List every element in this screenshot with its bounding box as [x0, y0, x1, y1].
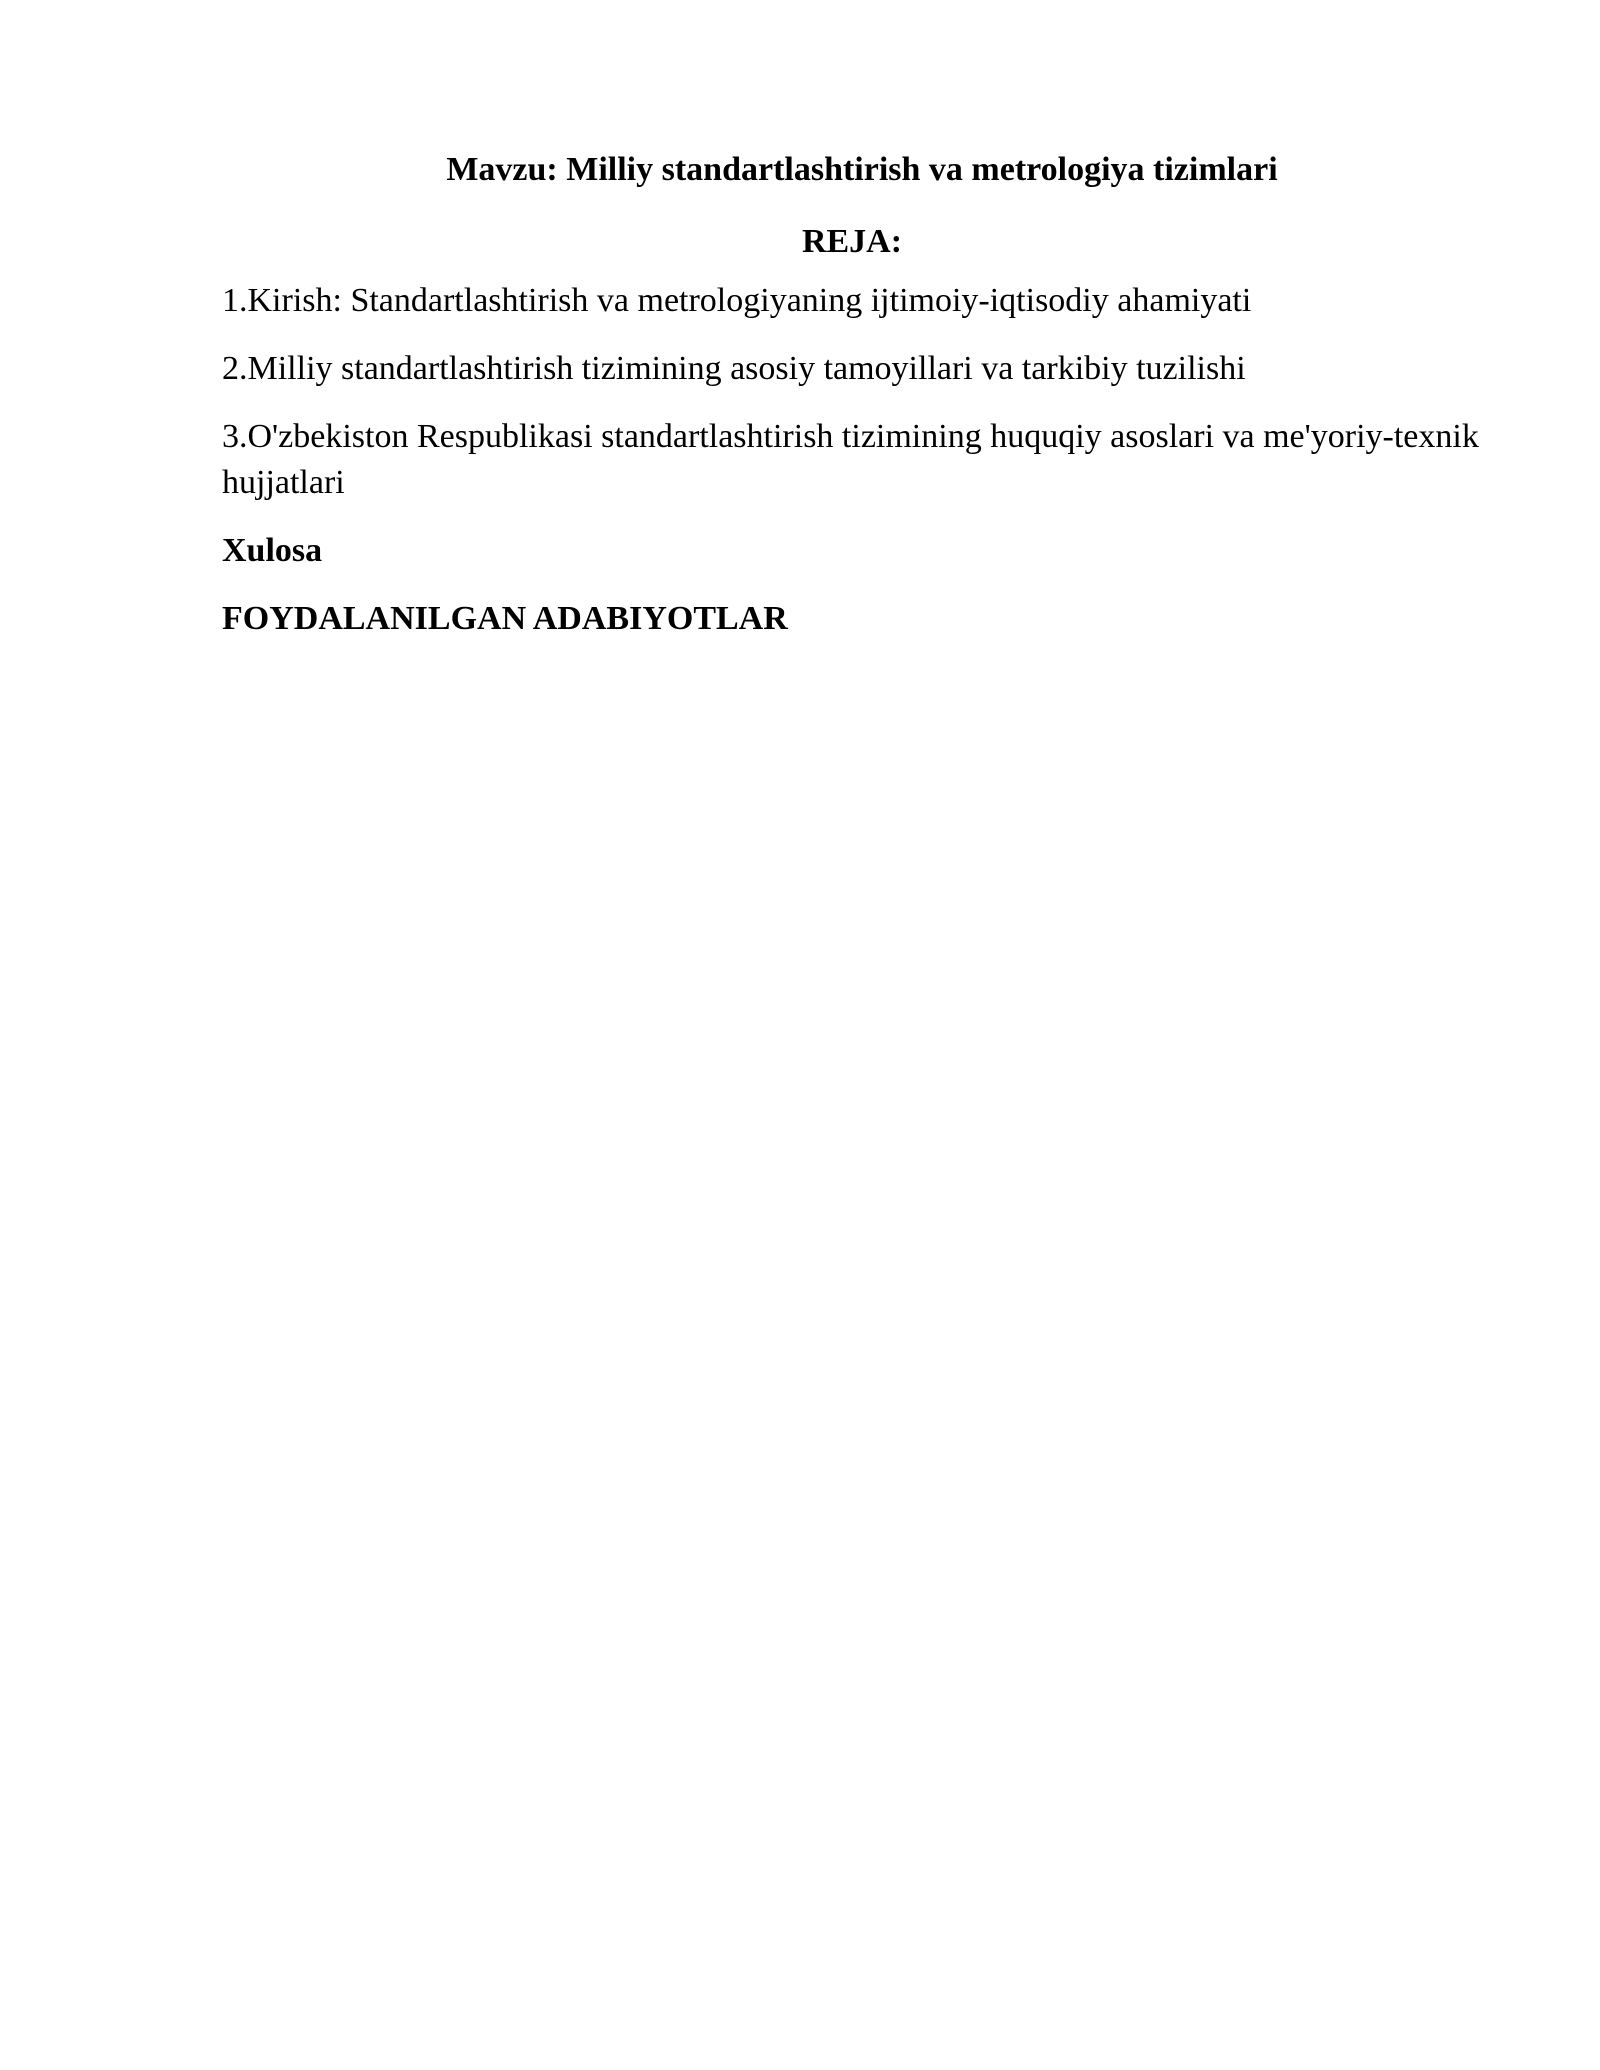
- document-title: Mavzu: Milliy standartlashtirish va metrologiya tizimlari: [446, 151, 1278, 188]
- conclusion-heading: Xulosa: [222, 532, 323, 569]
- references-heading: FOYDALANILGAN ADABIYOTLAR: [222, 600, 788, 637]
- plan-list: [222, 278, 1482, 506]
- plan-heading: REJA:: [801, 223, 903, 260]
- plan-item-1: 1.Kirish: Standartlashtirish va metrologiyaning ijtimoiy-iqtisodiy ahamiyati: [222, 282, 1252, 319]
- plan-item-2: 2.Milliy standartlashtirish tizimining asosiy tamoyillari va tarkibiy tuzilishi: [222, 350, 1246, 387]
- plan-item-3: 3.O'zbekiston Respublikasi standartlashtirish tizimining huquqiy asoslari va me'yoriy-texnik hujjatlari: [222, 418, 1479, 501]
- document-content: [222, 140, 1482, 642]
